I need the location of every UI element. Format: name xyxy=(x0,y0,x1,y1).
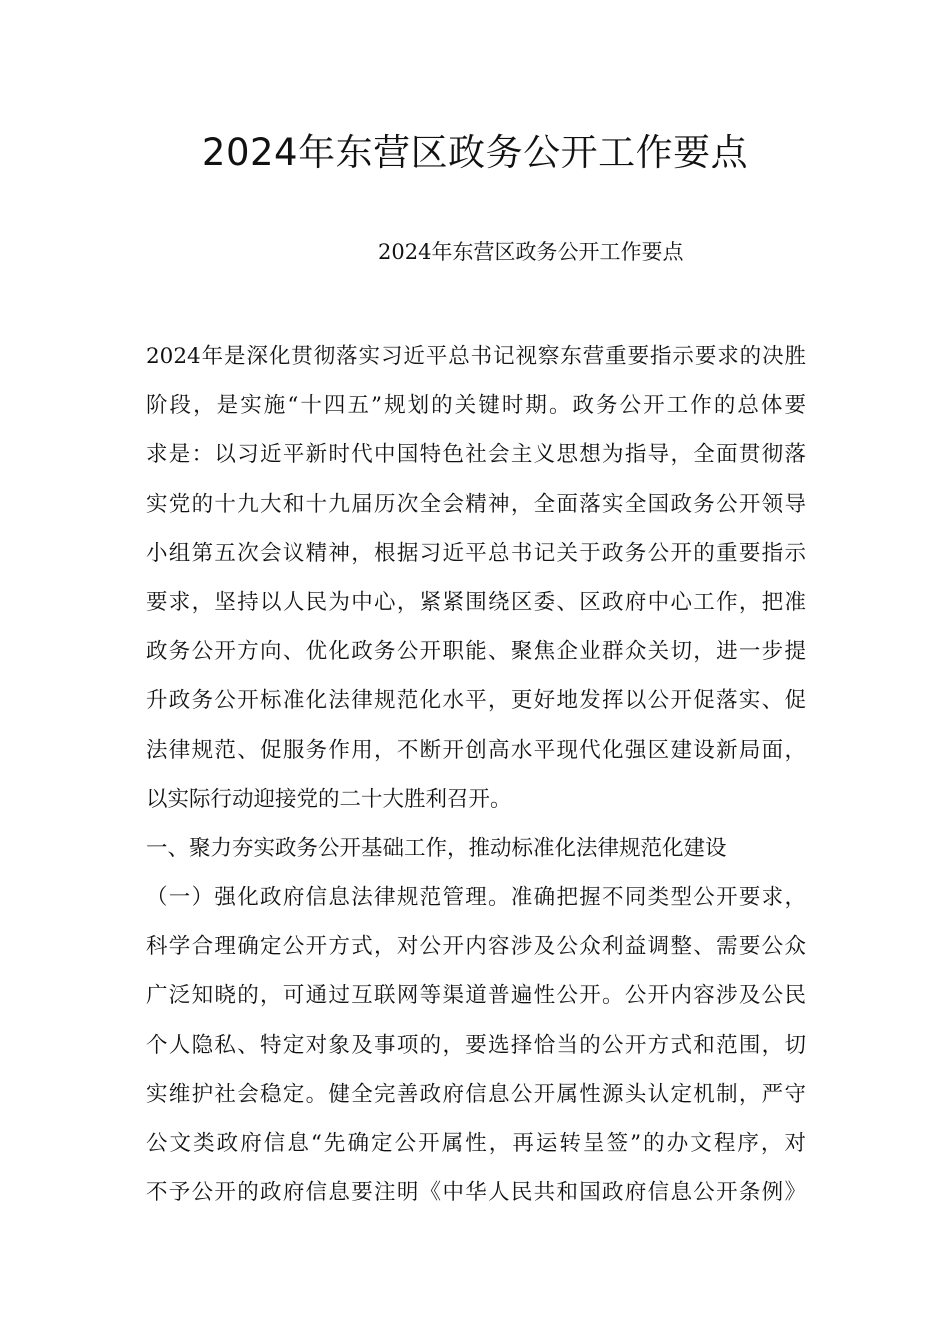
body-line: 升政务公开标准化法律规范化水平，更好地发挥以公开促落实、促 xyxy=(146,688,806,714)
document-title: 2024年东营区政务公开工作要点 xyxy=(201,131,749,174)
body-line: 科学合理确定公开方式，对公开内容涉及公众利益调整、需要公众 xyxy=(146,934,806,960)
body-line: 个人隐私、特定对象及事项的，要选择恰当的公开方式和范围，切 xyxy=(146,1032,806,1058)
body-line: 政务公开方向、优化政务公开职能、聚焦企业群众关切，进一步提 xyxy=(146,639,806,665)
body-line: 不予公开的政府信息要注明《中华人民共和国政府信息公开条例》 xyxy=(146,1180,806,1206)
body-line: 阶段，是实施“十四五”规划的关键时期。政务公开工作的总体要 xyxy=(146,393,806,419)
body-line: 要求，坚持以人民为中心，紧紧围绕区委、区政府中心工作，把准 xyxy=(146,589,806,615)
body-line: 法律规范、促服务作用，不断开创高水平现代化强区建设新局面， xyxy=(146,737,806,763)
body-line: 求是：以习近平新时代中国特色社会主义思想为指导，全面贯彻落 xyxy=(146,442,806,468)
body-line: 公文类政府信息“先确定公开属性，再运转呈签”的办文程序，对 xyxy=(146,1131,806,1156)
body-line: 以实际行动迎接党的二十大胜利召开。 xyxy=(146,786,512,812)
body-line: 实维护社会稳定。健全完善政府信息公开属性源头认定机制，严守 xyxy=(146,1081,806,1107)
document-body xyxy=(146,332,806,1217)
body-line: （一）强化政府信息法律规范管理。准确把握不同类型公开要求， xyxy=(146,885,806,911)
body-line: 小组第五次会议精神，根据习近平总书记关于政务公开的重要指示 xyxy=(146,540,806,566)
body-line: 广泛知晓的，可通过互联网等渠道普遍性公开。公开内容涉及公民 xyxy=(146,983,806,1009)
body-line: 实党的十九大和十九届历次全会精神，全面落实全国政务公开领导 xyxy=(146,491,806,517)
document-subtitle: 2024年东营区政务公开工作要点 xyxy=(378,240,684,264)
body-line: 一、聚力夯实政务公开基础工作，推动标准化法律规范化建设 xyxy=(146,835,727,861)
body-line: 2024年是深化贯彻落实习近平总书记视察东营重要指示要求的决胜 xyxy=(146,344,806,369)
